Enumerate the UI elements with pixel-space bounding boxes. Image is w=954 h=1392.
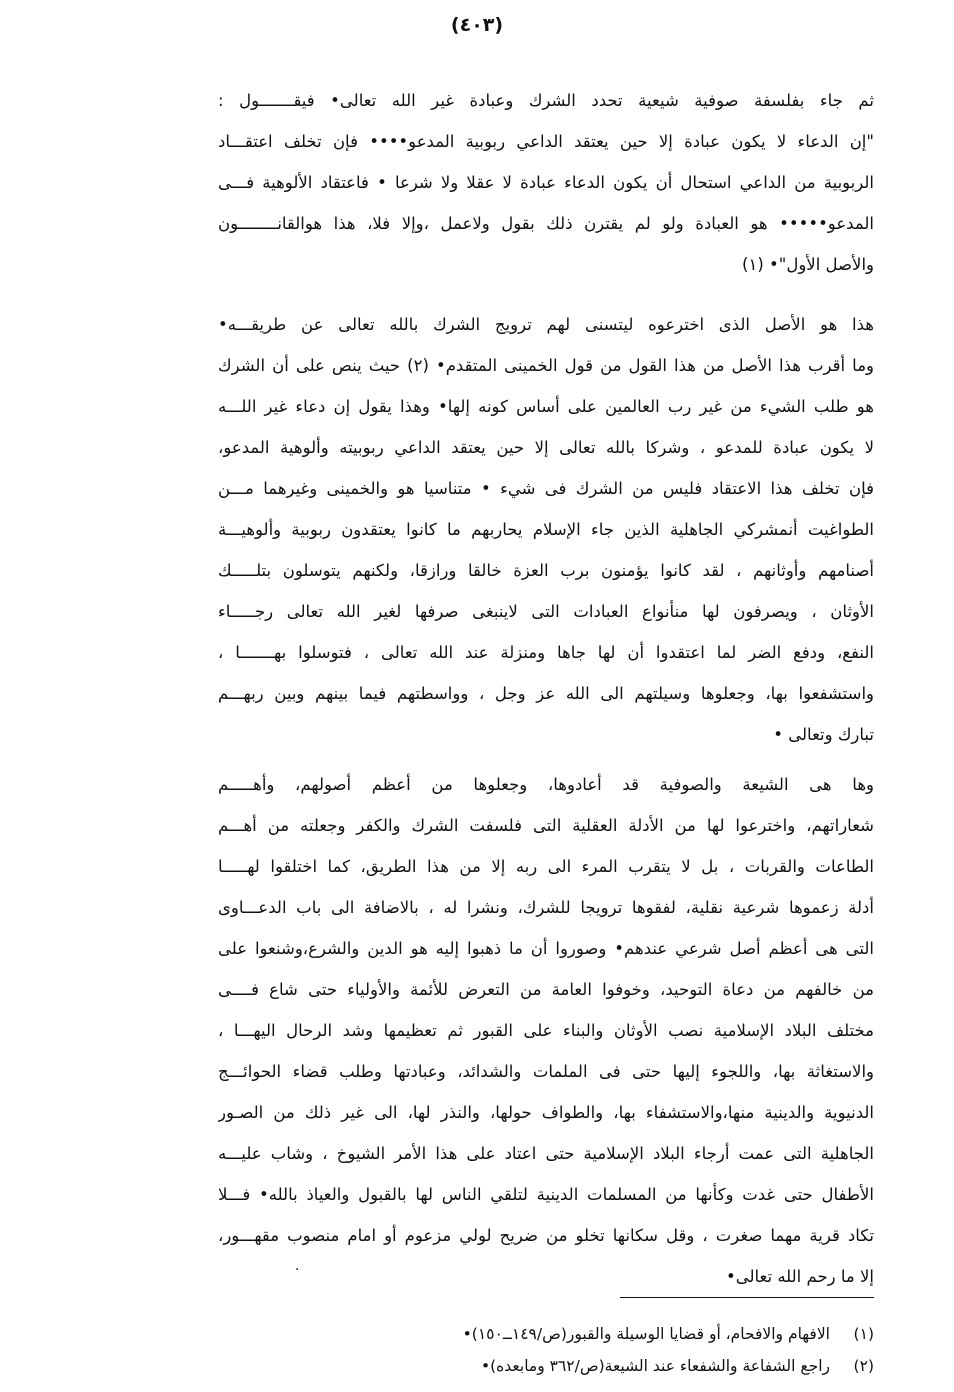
footnotes — [300, 1318, 874, 1382]
text-line: الربوبية من الداعي استحال أن يكون الدعاء عبادة لا عقلا ولا شرعا • فاعتقاد الألوهية فـــى — [218, 173, 874, 192]
text-line: والاستغاثة بها، واللجوء إليها حتى فى الملمات والشدائد، وعبادتها وطلب قضاء الحوائـــج — [218, 1062, 874, 1081]
footnote — [300, 1350, 874, 1382]
paragraph-3 — [218, 764, 874, 1297]
text-line: من خالفهم من دعاة التوحيد، وخوفوا العامة من التعرض للأئمة والأولياء حتى شاع فــــى — [218, 980, 874, 999]
footnote-text: راجع الشفاعة والشفعاء عند الشيعة(ص/٣٦٢ ومابعده)• — [480, 1357, 830, 1375]
text-line: "إن الدعاء لا يكون عبادة إلا حين يعتقد الداعي ربوبية المدعو•••• فإن تخلف اعتقـــاد — [218, 132, 874, 151]
text-line: المدعو••••• هو العبادة ولو لم يقترن ذلك بقول ولاعمل ،وإلا فلا، هذا هوالقانــــــــون — [218, 214, 874, 233]
text-line: التى هى أعظم أصل شرعي عندهم• وصوروا أن ما ذهبوا إليه هو الدين والشرع،وشنعوا على — [218, 939, 874, 958]
text-line: ثم جاء بفلسفة صوفية شيعية تحدد الشرك وعبادة غير الله تعالى• فيقـــــــول : — [218, 91, 874, 110]
stray-dot: . — [295, 1258, 300, 1274]
text-line: هذا هو الأصل الذى اخترعوه ليتسنى لهم ترويج الشرك بالله تعالى عن طريقـــه• — [218, 315, 874, 334]
text-line: والأصل الأول"• (١) — [742, 255, 874, 274]
text-line: أصنامهم وأوثانهم ، لقد كانوا يؤمنون برب العزة خالقا ورازقا، ولكنهم يتوسلون بتلـــــك — [218, 561, 874, 580]
text-line: هو طلب الشيء من غير رب العالمين على أساس كونه إلها• وهذا يقول إن دعاء غير اللـــه — [218, 397, 874, 416]
paragraph-1 — [218, 80, 874, 285]
text-line: فإن تخلف هذا الاعتقاد فليس من الشرك فى شيء • متناسيا هو والخمينى وغيرهما مـــن — [218, 479, 874, 498]
text-line: وها هى الشيعة والصوفية قد أعادوها، وجعلوها من أعظم أصولهم، وأهـــــم — [218, 775, 874, 794]
text-line: النفع، ودفع الضر لما اعتقدوا أن لها جاها ومنزلة عند الله تعالى ، فتوسلوا بهـــــــا ، — [218, 643, 874, 662]
page-number: (٤٠٣) — [450, 14, 504, 36]
text-line: مختلف البلاد الإسلامية نصب الأوثان والبناء على القبور ثم تعظيمها وشد الرحال اليهـــا ، — [218, 1021, 874, 1040]
text-line: تكاد قرية مهما صغرت ، وقل سكانها تخلو من ضريح لولي مزعوم أو امام منصوب مقهـــور، — [218, 1226, 874, 1245]
text-line: وما أقرب هذا الأصل من هذا القول من قول الخمينى المتقدم• (٢) حيث ينص على أن الشرك — [218, 356, 874, 375]
footnote-divider — [620, 1297, 874, 1298]
text-line: لا يكون عبادة للمدعو ، وشركا بالله تعالى إلا حين يعتقد الداعي ربوبيته وألوهية المدعو، — [218, 438, 874, 457]
text-line: الطاعات والقربات ، بل لا يتقرب المرء الى ربه إلا من هذا الطريق، كما اختلقوا لهـــــا — [218, 857, 874, 876]
text-line: إلا ما رحم الله تعالى• — [725, 1267, 874, 1286]
text-line: الجاهلية التى عمت أرجاء البلاد الإسلامية حتى اعتاد على هذا الأمر الشيوخ ، وشاب عليـــه — [218, 1144, 874, 1163]
footnote-text: الافهام والافحام، أو قضايا الوسيلة والقبور(ص/١٤٩ــ١٥٠)• — [462, 1325, 830, 1343]
paragraph-2 — [218, 304, 874, 755]
text-line: شعاراتهم، واخترعوا لها من الأدلة العقلية التى فلسفت الشرك والكفر وجعلته من أهـــم — [218, 816, 874, 835]
text-line: الدنيوية والدينية منها،والاستشفاء بها، والطواف حولها، والنذر لها، الى غير ذلك من الصـور — [218, 1103, 874, 1122]
text-line: أدلة زعموها شرعية نقلية، لفقوها ترويجا للشرك، ونشرا له ، بالاضافة الى باب الدعـــاوى — [218, 898, 874, 917]
footnote-number: (١) — [853, 1325, 874, 1343]
text-line: الأطفال حتى غدت وكأنها من المسلمات الدينية لتلقي الناس لها بالقبول والعياذ بالله• فـــلا — [218, 1185, 874, 1204]
text-line: واستشفعوا بها، وجعلوها وسيلتهم الى الله عز وجل ، وواسطتهم فيما بينهم وبين ربهـــم — [218, 684, 874, 703]
footnote-number: (٢) — [853, 1357, 874, 1375]
footnote — [300, 1318, 874, 1350]
text-line: تبارك وتعالى • — [773, 725, 874, 744]
text-line: الأوثان ، ويصرفون لها منأنواع العبادات التى لاينبغى صرفها لغير الله تعالى رجـــــاء — [218, 602, 874, 621]
text-line: الطواغيت أنمشركي الجاهلية الذين جاء الإسلام يحاربهم ما كانوا يعتقدون ربوبية وألوهيـــة — [218, 520, 874, 539]
